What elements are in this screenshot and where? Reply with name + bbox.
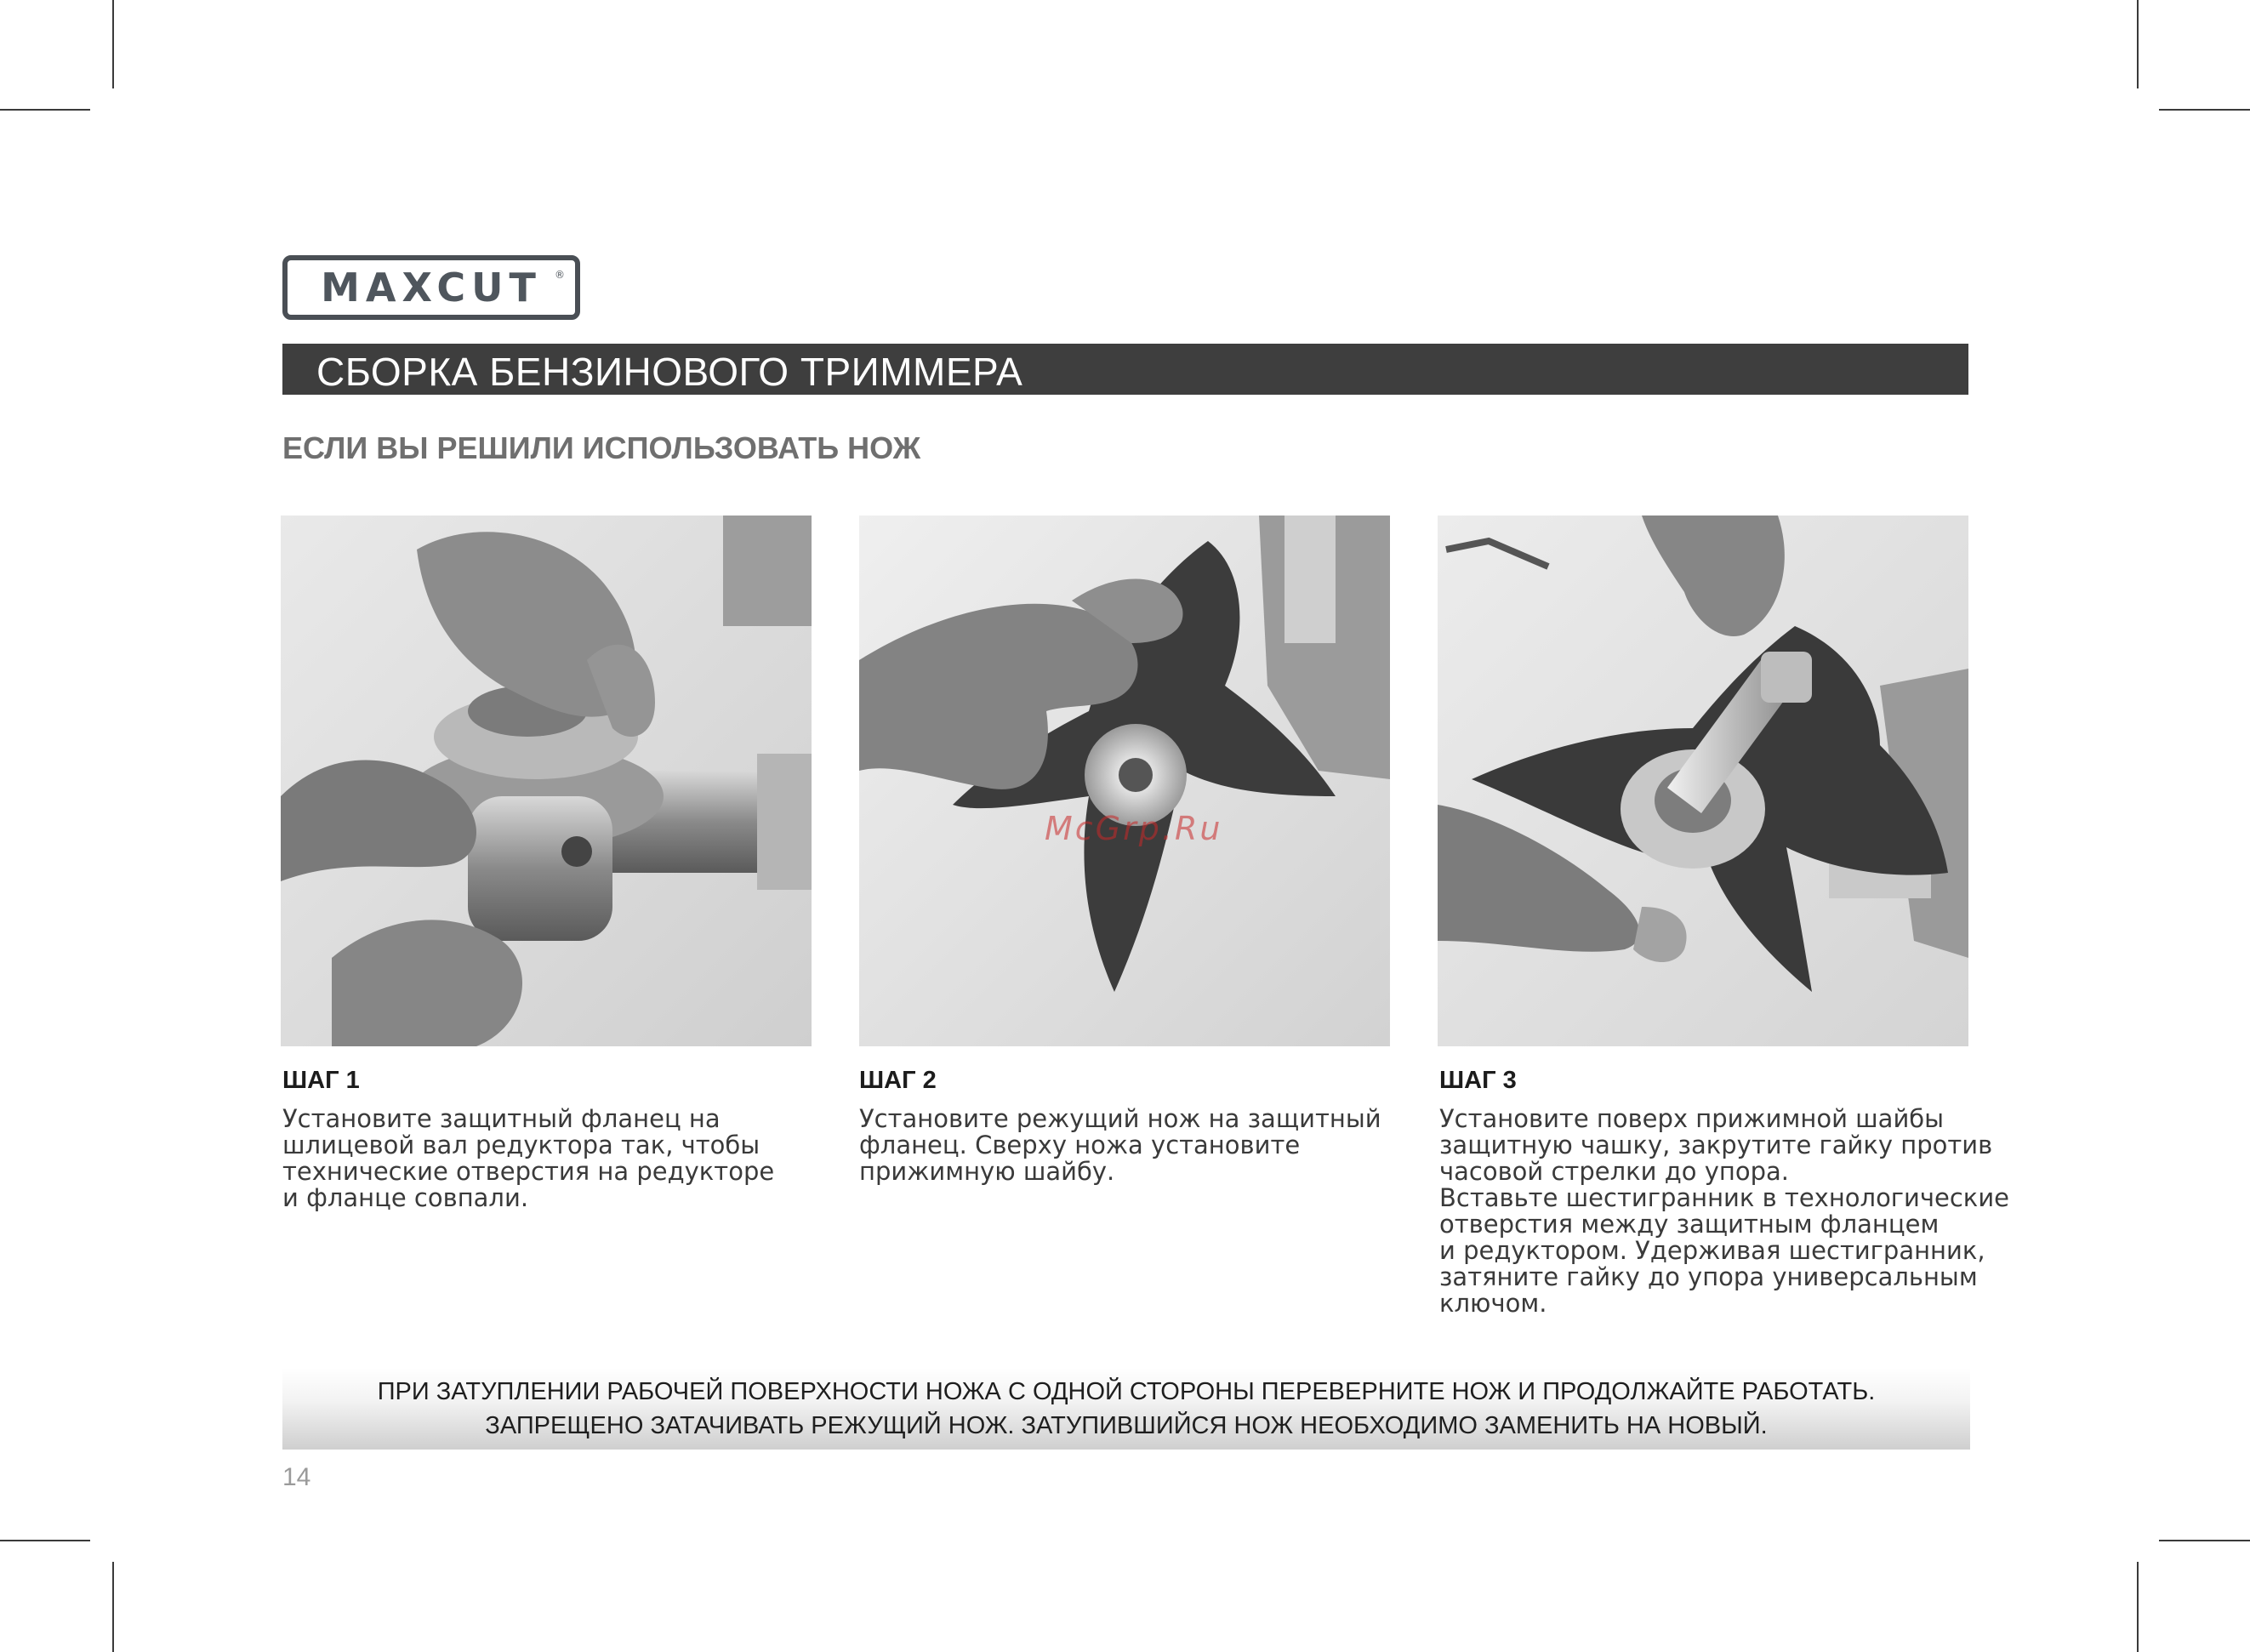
registered-mark: ® [555,269,565,281]
step-1-title: ШАГ 1 [282,1067,360,1094]
watermark: McGrp.Ru [1045,810,1223,847]
crop-mark [2159,1540,2250,1541]
step-1-photo [281,516,812,1046]
brand-logo [282,255,580,320]
step-3-photo [1438,516,1968,1046]
step-2-photo [859,516,1390,1046]
notice-line-1: ПРИ ЗАТУПЛЕНИИ РАБОЧЕЙ ПОВЕРХНОСТИ НОЖА С ОДНОЙ СТОРОНЫ ПЕРЕВЕРНИТЕ НОЖ И ПРОДОЛЖАЙТЕ РАБОТАТЬ. [377,1378,1876,1405]
crop-mark [112,0,114,88]
crop-mark [2159,109,2250,111]
step-3-title: ШАГ 3 [1439,1067,1517,1094]
step-1-text: Установите защитный фланец на шлицевой вал редуктора так, чтобы технические отверстия на редукторе и фланце совпали. [282,1104,775,1212]
section-title-bar [282,344,1968,395]
warning-notice [282,1368,1970,1450]
crop-mark [0,109,90,111]
crop-mark [2137,0,2139,88]
crop-mark [112,1562,114,1652]
logo-text: MAXCUT [321,265,542,310]
section-title: СБОРКА БЕНЗИНОВОГО ТРИММЕРА [316,350,1023,394]
section-subtitle: ЕСЛИ ВЫ РЕШИЛИ ИСПОЛЬЗОВАТЬ НОЖ [282,430,921,465]
step-2-title: ШАГ 2 [859,1067,937,1094]
step-2-text: Установите режущий нож на защитный фланец. Сверху ножа установите прижимную шайбу. [859,1104,1381,1186]
crop-mark [2137,1562,2139,1652]
crop-mark [0,1540,90,1541]
page-number: 14 [282,1463,311,1491]
notice-line-2: ЗАПРЕЩЕНО ЗАТАЧИВАТЬ РЕЖУЩИЙ НОЖ. ЗАТУПИВШИЙСЯ НОЖ НЕОБХОДИМО ЗАМЕНИТЬ НА НОВЫЙ. [485,1412,1768,1439]
step-3-text: Установите поверх прижимной шайбы защитную чашку, закрутите гайку против часовой стрелки до упора. Вставьте шестигранник в технологические отверстия между защитным фланцем и редуктором. Удерживая шестигранник, затяните гайку до упора универсальным ключом. [1439,1104,2010,1318]
